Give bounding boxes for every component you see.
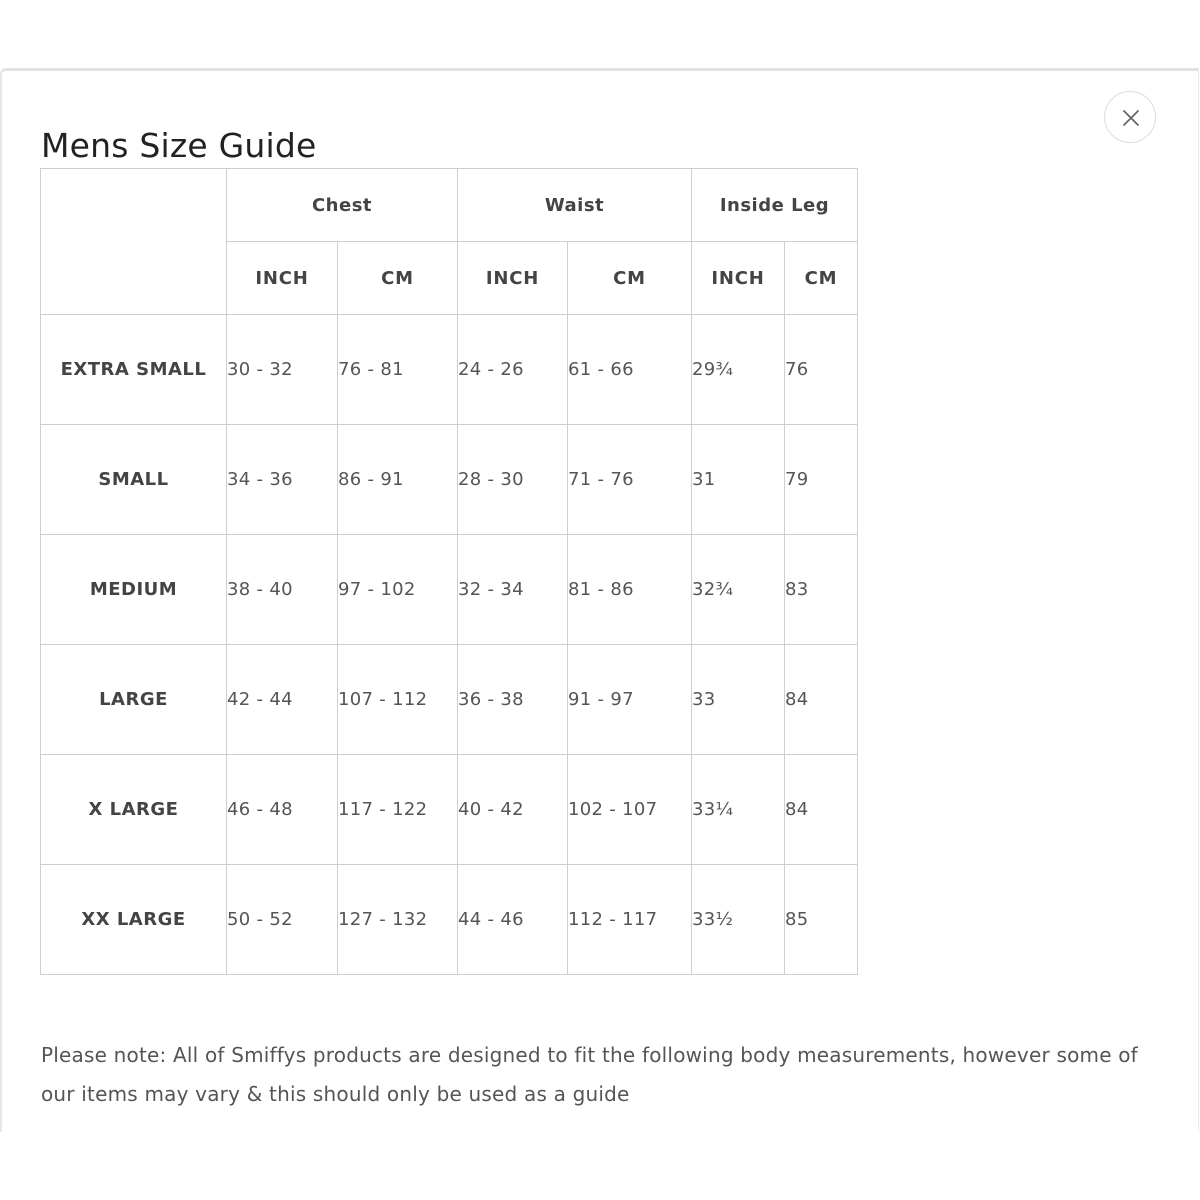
table-cell: 102 - 107 (568, 755, 692, 865)
table-cell: 85 (785, 865, 858, 975)
size-label: X LARGE (41, 755, 227, 865)
table-cell: 32¾ (692, 535, 785, 645)
size-guide-note: Please note: All of Smiffys products are designed to fit the following body measurements, however some of our items may vary & this should only be used as a guide (41, 1043, 1138, 1106)
table-row (41, 645, 858, 755)
size-label: XX LARGE (41, 865, 227, 975)
table-row (41, 315, 858, 425)
unit-header: INCH (227, 242, 338, 315)
table-cell: 33½ (692, 865, 785, 975)
table-cell: 33 (692, 645, 785, 755)
table-cell: 30 - 32 (227, 315, 338, 425)
table-cell: 76 (785, 315, 858, 425)
size-guide-table (40, 168, 858, 975)
unit-header: CM (568, 242, 692, 315)
table-cell: 36 - 38 (458, 645, 568, 755)
group-header-row (41, 169, 858, 242)
table-cell: 71 - 76 (568, 425, 692, 535)
group-header-inside-leg: Inside Leg (692, 169, 858, 242)
table-cell: 117 - 122 (338, 755, 458, 865)
table-cell: 79 (785, 425, 858, 535)
table-cell: 84 (785, 755, 858, 865)
table-cell: 42 - 44 (227, 645, 338, 755)
table-cell: 33¼ (692, 755, 785, 865)
table-cell: 50 - 52 (227, 865, 338, 975)
table-cell: 46 - 48 (227, 755, 338, 865)
table-cell: 107 - 112 (338, 645, 458, 755)
table-cell: 81 - 86 (568, 535, 692, 645)
table-cell: 31 (692, 425, 785, 535)
unit-header: CM (338, 242, 458, 315)
table-cell: 83 (785, 535, 858, 645)
table-cell: 91 - 97 (568, 645, 692, 755)
table-cell: 34 - 36 (227, 425, 338, 535)
table-cell: 32 - 34 (458, 535, 568, 645)
unit-header: INCH (458, 242, 568, 315)
table-cell: 97 - 102 (338, 535, 458, 645)
size-label: LARGE (41, 645, 227, 755)
close-button[interactable] (1104, 91, 1156, 143)
table-cell: 112 - 117 (568, 865, 692, 975)
unit-header: CM (785, 242, 858, 315)
group-header-chest: Chest (227, 169, 458, 242)
unit-header: INCH (692, 242, 785, 315)
table-cell: 127 - 132 (338, 865, 458, 975)
table-cell: 24 - 26 (458, 315, 568, 425)
modal-title: Mens Size Guide (41, 126, 317, 165)
table-row (41, 535, 858, 645)
table-row (41, 755, 858, 865)
table-row (41, 425, 858, 535)
table-cell: 40 - 42 (458, 755, 568, 865)
table-cell: 44 - 46 (458, 865, 568, 975)
table-cell: 84 (785, 645, 858, 755)
table-cell: 29¾ (692, 315, 785, 425)
table-cell: 86 - 91 (338, 425, 458, 535)
table-cell: 76 - 81 (338, 315, 458, 425)
size-label: EXTRA SMALL (41, 315, 227, 425)
table-row (41, 865, 858, 975)
group-header-waist: Waist (458, 169, 692, 242)
table-cell: 28 - 30 (458, 425, 568, 535)
size-label: SMALL (41, 425, 227, 535)
table-cell: 61 - 66 (568, 315, 692, 425)
table-cell: 38 - 40 (227, 535, 338, 645)
size-label: MEDIUM (41, 535, 227, 645)
corner-cell (41, 169, 227, 315)
close-icon (1121, 108, 1141, 128)
